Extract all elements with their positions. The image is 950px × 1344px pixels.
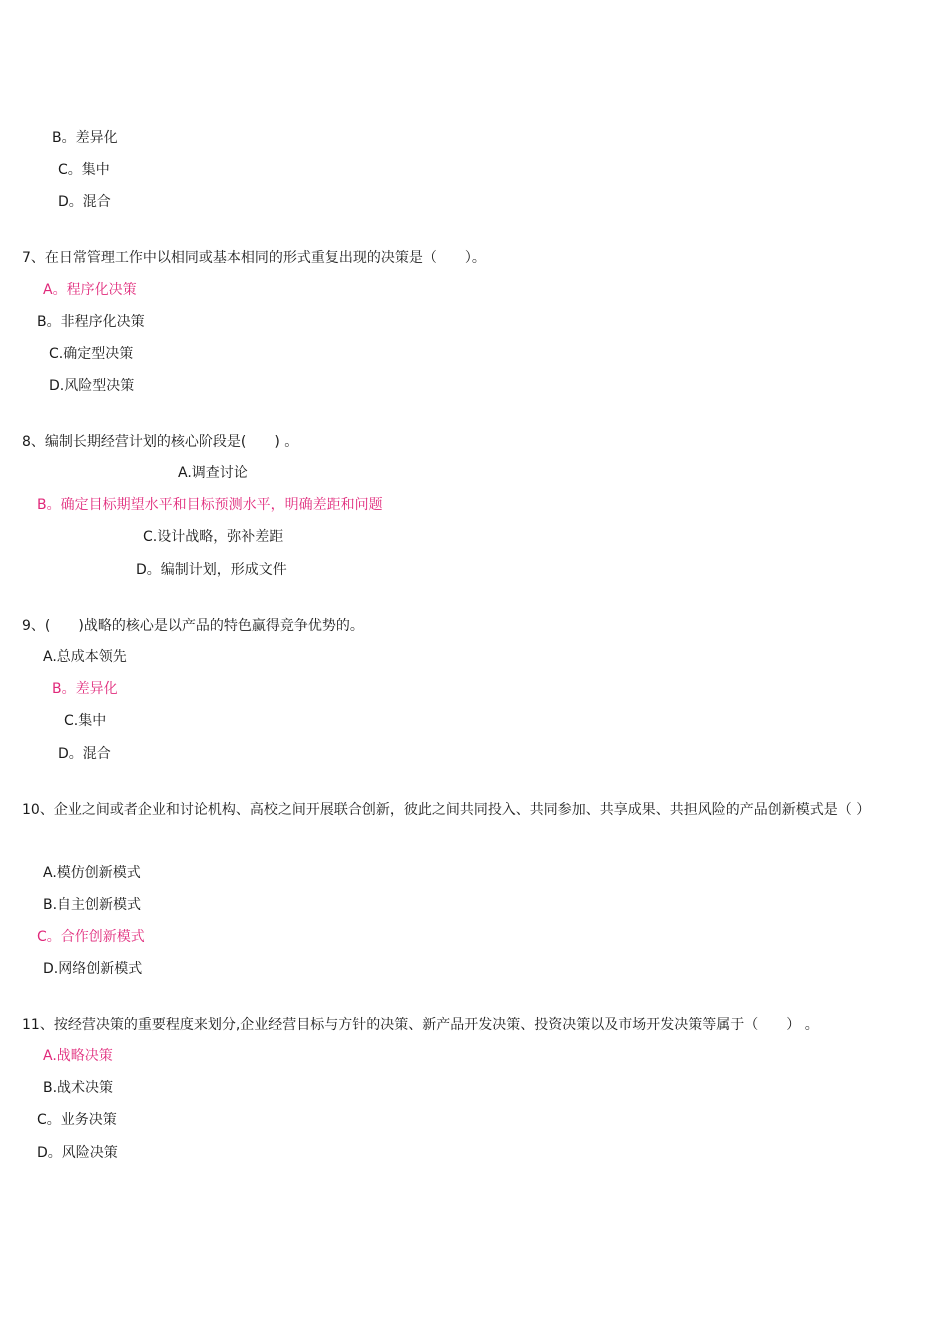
- question-11-option-c: C。业务决策: [37, 1112, 117, 1128]
- prev-option-b: B。差异化: [52, 130, 118, 146]
- question-10-option-a: A.模仿创新模式: [43, 865, 141, 881]
- question-7-option-b: B。非程序化决策: [37, 314, 145, 330]
- question-10-option-d: D.网络创新模式: [43, 961, 143, 977]
- question-11-option-d: D。风险决策: [37, 1145, 118, 1161]
- question-8-option-a: A.调查讨论: [178, 465, 248, 481]
- question-8-stem: 8、编制长期经营计划的核心阶段是( ) 。: [22, 434, 299, 450]
- question-10-stem: 10、企业之间或者企业和讨论机构、高校之间开展联合创新，彼此之间共同投入、共同参加、共享成果、共担风险的产品创新模式是（ ）: [22, 802, 871, 818]
- prev-option-c: C。集中: [58, 162, 110, 178]
- question-8-option-b: B。确定目标期望水平和目标预测水平，明确差距和问题: [37, 497, 383, 513]
- question-10-option-b: B.自主创新模式: [43, 897, 142, 913]
- question-9-option-c: C.集中: [64, 713, 107, 729]
- question-9-option-a: A.总成本领先: [43, 649, 127, 665]
- question-9-stem: 9、( )战略的核心是以产品的特色赢得竞争优势的。: [22, 618, 364, 634]
- question-7-option-d: D.风险型决策: [49, 378, 135, 394]
- question-11-option-b: B.战术决策: [43, 1080, 114, 1096]
- question-7-option-a: A。程序化决策: [43, 282, 137, 298]
- question-9-option-d: D。混合: [58, 746, 111, 762]
- prev-option-d: D。混合: [58, 194, 111, 210]
- question-11-stem: 11、按经营决策的重要程度来划分,企业经营目标与方针的决策、新产品开发决策、投资决策以及市场开发决策等属于（ ） 。: [22, 1017, 819, 1033]
- question-11-option-a: A.战略决策: [43, 1048, 113, 1064]
- question-9-option-b: B。差异化: [52, 681, 118, 697]
- question-8-option-d: D。编制计划，形成文件: [136, 562, 287, 578]
- question-8-option-c: C.设计战略，弥补差距: [143, 529, 284, 545]
- question-10-option-c: C。合作创新模式: [37, 929, 145, 945]
- question-7-stem: 7、在日常管理工作中以相同或基本相同的形式重复出现的决策是（ ）。: [22, 250, 486, 266]
- question-7-option-c: C.确定型决策: [49, 346, 134, 362]
